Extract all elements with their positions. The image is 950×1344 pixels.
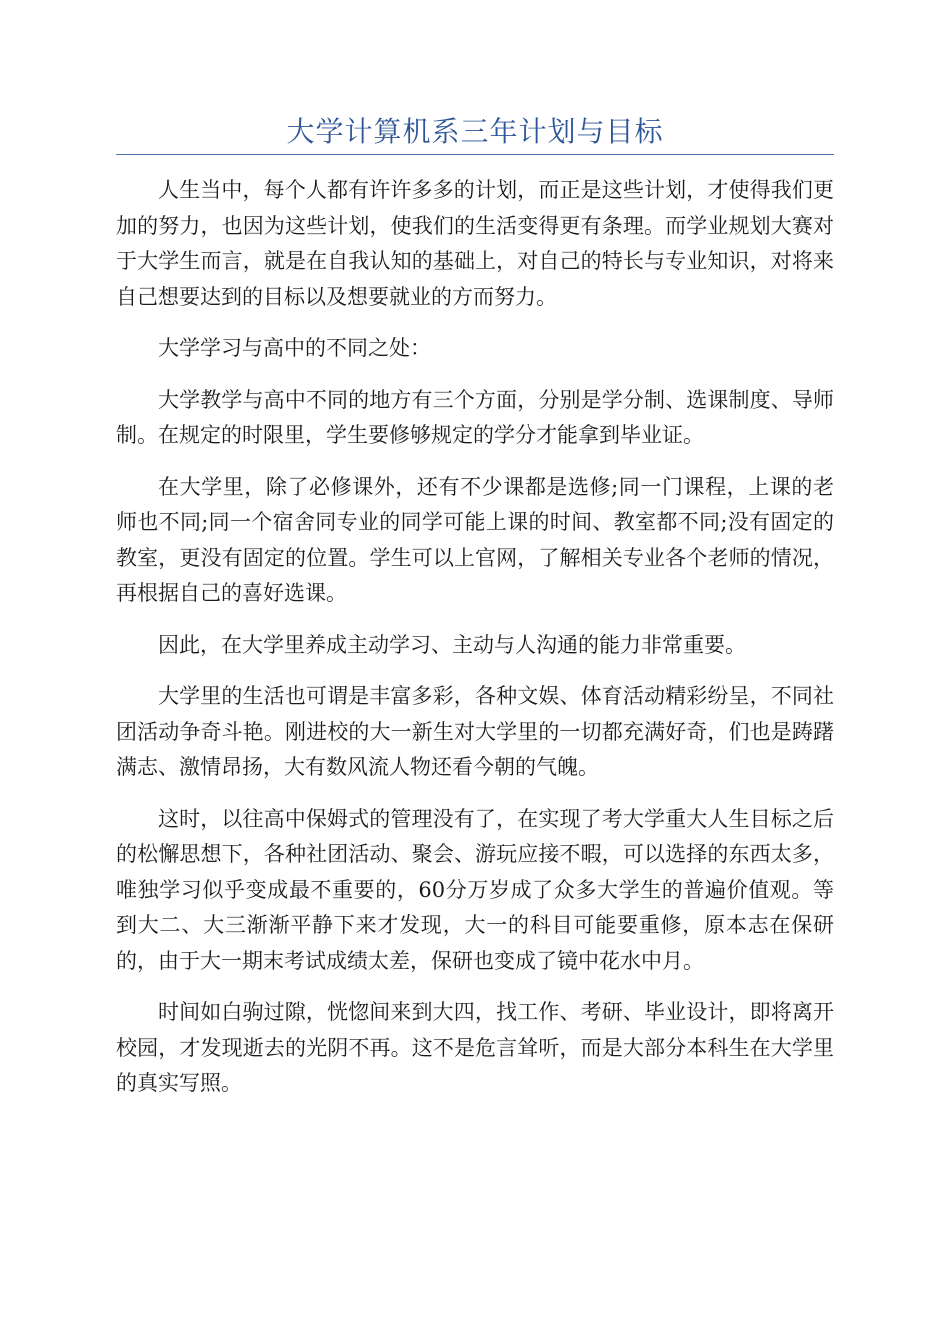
paragraph-relaxed-management: 这时，以往高中保姆式的管理没有了，在实现了考大学重大人生目标之后的松懈思想下，各种社团活动、聚会、游玩应接不暇，可以选择的东西太多，唯独学习似乎变成最不重要的，60分万岁成了众多大学生的普遍价值观。等到大二、大三渐渐平静下来才发现，大一的科目可能要重修，原本志在保研的，由于大一期末考试成绩太差，保研也变成了镜中花水中月。 xyxy=(116,806,834,973)
paragraph-intro: 人生当中，每个人都有许许多多的计划，而正是这些计划，才使得我们更加的努力，也因为这些计划，使我们的生活变得更有条理。而学业规划大赛对于大学生而言，就是在自我认知的基础上，对自己的特长与专业知识，对将来自己想要达到的目标以及想要就业的方而努力。 xyxy=(116,178,834,309)
paragraph-teaching-differences: 大学教学与高中不同的地方有三个方面，分别是学分制、选课制度、导师制。在规定的时限里，学生要修够规定的学分才能拿到毕业证。 xyxy=(116,387,834,447)
paragraph-active-learning: 因此，在大学里养成主动学习、主动与人沟通的能力非常重要。 xyxy=(158,632,746,657)
document-body xyxy=(116,173,834,1118)
paragraph-senior-year: 时间如白驹过隙，恍惚间来到大四，找工作、考研、毕业设计，即将离开校园，才发现逝去的光阴不再。这不是危言耸听，而是大部分本科生在大学里的真实写照。 xyxy=(116,1000,834,1095)
title-underline xyxy=(116,154,834,155)
paragraph-campus-life: 大学里的生活也可谓是丰富多彩，各种文娱、体育活动精彩纷呈，不同社团活动争奇斗艳。刚进校的大一新生对大学里的一切都充满好奇，们也是踌躇满志、激情昂扬，大有数风流人物还看今朝的气魄。 xyxy=(116,684,834,779)
document-title: 大学计算机系三年计划与目标 xyxy=(286,115,664,148)
paragraph-differences-heading: 大学学习与高中的不同之处： xyxy=(158,336,431,360)
paragraph-elective-courses: 在大学里，除了必修课外，还有不少课都是选修;同一门课程，上课的老师也不同;同一个宿舍同专业的同学可能上课的时间、教室都不同;没有固定的教室，更没有固定的位置。学生可以上官网，了解相关专业各个老师的情况，再根据自己的喜好选课。 xyxy=(116,474,834,605)
